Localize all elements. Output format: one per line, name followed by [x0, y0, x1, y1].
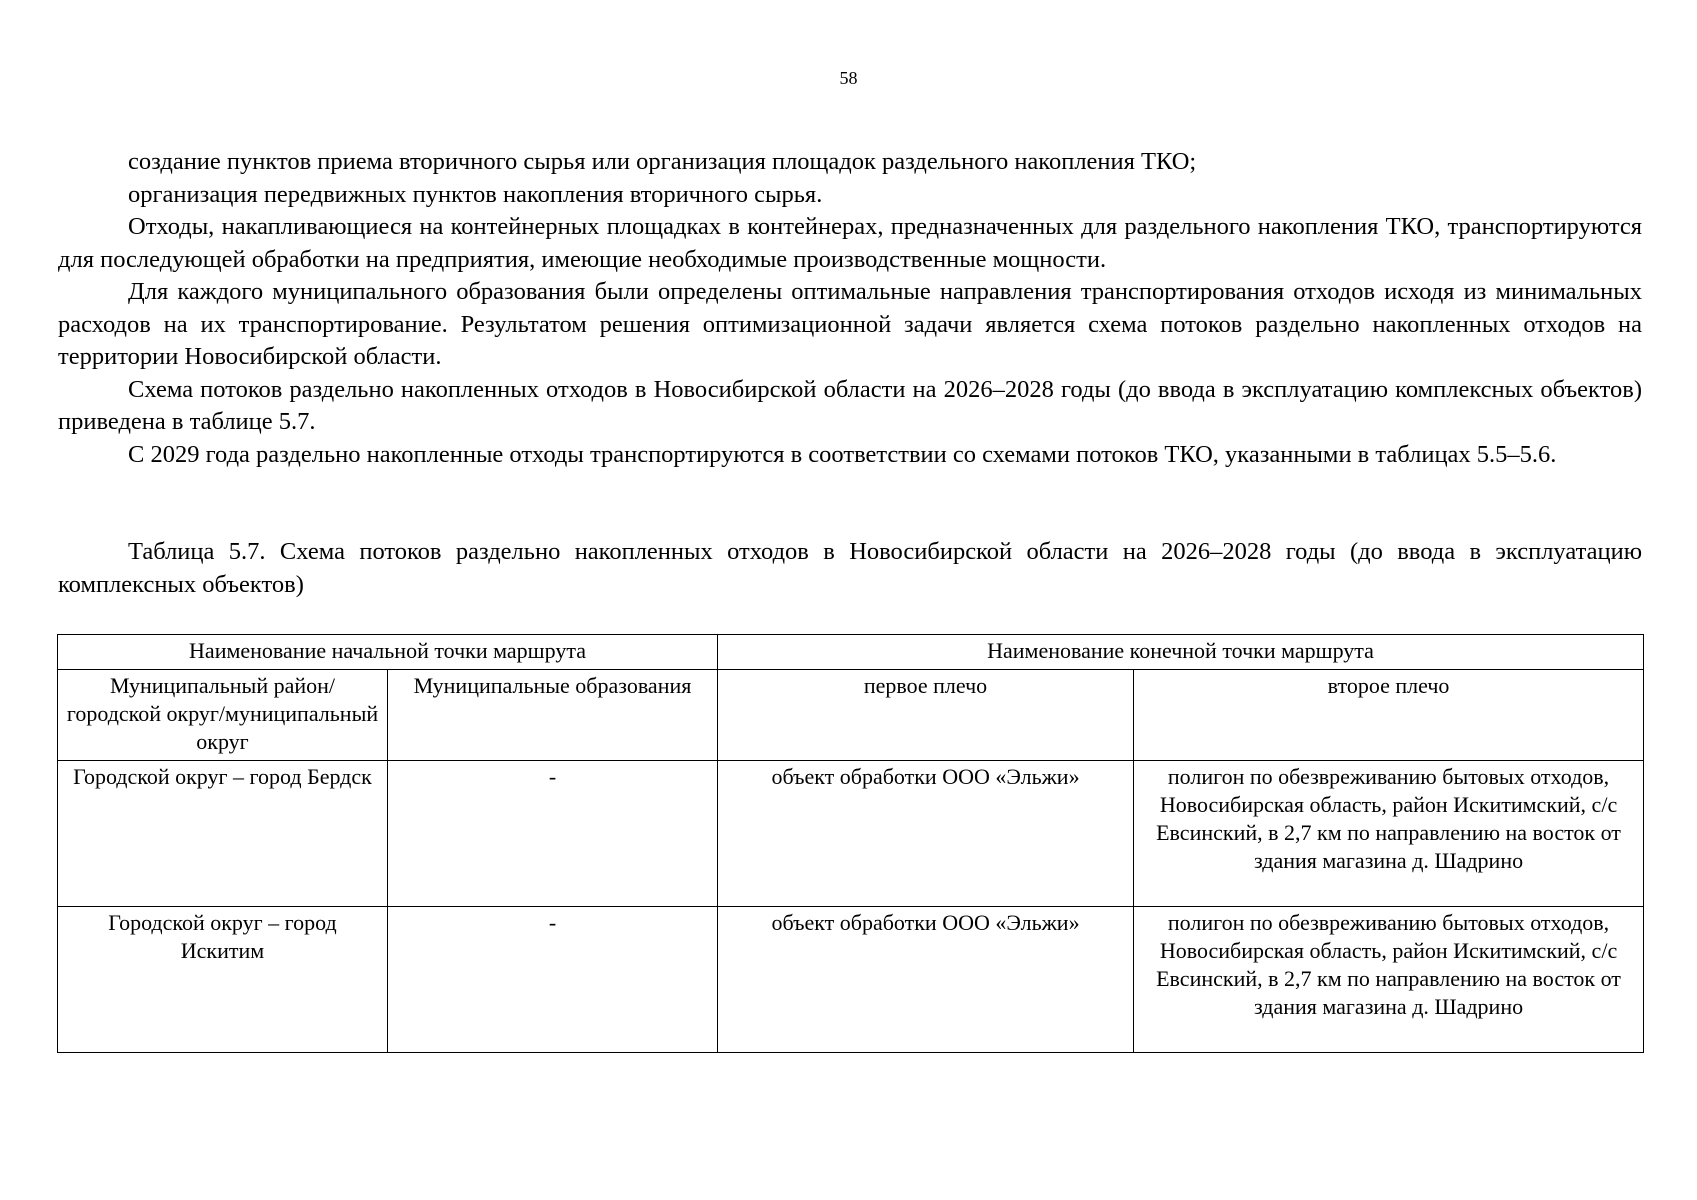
page-number: 58 — [839, 68, 858, 88]
paragraph-waste-transport: Отходы, накапливающиеся на контейнерных площадках в контейнерах, предназначенных для раздельного накопления ТКО, транспортируются для последующей обработки на предприятия, имеющие необходимые производственные мощности. — [58, 213, 1642, 273]
cell-second-leg: полигон по обезвреживанию бытовых отходов, Новосибирская область, район Искитимский, с/с Евсинский, в 2,7 км по направлению на восток от здания магазина д. Шадрино — [1134, 761, 1644, 907]
paragraph-flow-scheme-reference: Схема потоков раздельно накопленных отходов в Новосибирской области на 2026–2028 годы (до ввода в эксплуатацию комплексных объектов) приведена в таблице 5.7. — [58, 375, 1642, 435]
header-district: Муниципальный район/городской округ/муниципальный округ — [58, 670, 388, 761]
table-row — [58, 761, 1644, 907]
cell-district: Городской округ – город Бердск — [58, 761, 388, 907]
cell-municipalities: - — [388, 761, 718, 907]
header-start-point: Наименование начальной точки маршрута — [58, 635, 718, 670]
paragraph-mobile-collection-points: организация передвижных пунктов накопления вторичного сырья. — [128, 180, 823, 208]
route-table — [57, 634, 1644, 1053]
table-caption: Таблица 5.7. Схема потоков раздельно накопленных отходов в Новосибирской области на 2026–2028 годы (до ввода в эксплуатацию комплексных объектов) — [58, 538, 1642, 598]
table-group-header-row — [58, 635, 1644, 670]
table-column-header-row — [58, 670, 1644, 761]
cell-first-leg: объект обработки ООО «Эльжи» — [718, 761, 1134, 907]
header-municipalities: Муниципальные образования — [388, 670, 718, 761]
cell-first-leg: объект обработки ООО «Эльжи» — [718, 907, 1134, 1053]
paragraph-from-2029: С 2029 года раздельно накопленные отходы транспортируются в соответствии со схемами потоков ТКО, указанными в таблицах 5.5–5.6. — [128, 440, 1557, 468]
paragraph-separate-collection-points: создание пунктов приема вторичного сырья или организация площадок раздельного накопления ТКО; — [128, 148, 1197, 175]
header-end-point: Наименование конечной точки маршрута — [718, 635, 1644, 670]
table-row — [58, 907, 1644, 1053]
body-text — [58, 146, 1642, 471]
cell-second-leg: полигон по обезвреживанию бытовых отходов, Новосибирская область, район Искитимский, с/с Евсинский, в 2,7 км по направлению на восток от здания магазина д. Шадрино — [1134, 907, 1644, 1053]
cell-municipalities: - — [388, 907, 718, 1053]
cell-district: Городской округ – город Искитим — [58, 907, 388, 1053]
paragraph-optimal-directions: Для каждого муниципального образования были определены оптимальные направления транспортирования отходов исходя из минимальных расходов на их транспортирование. Результатом решения оптимизационной задачи является схема потоков раздельно накопленных отходов на территории Новосибирской области. — [58, 278, 1642, 370]
header-first-leg: первое плечо — [718, 670, 1134, 761]
header-second-leg: второе плечо — [1134, 670, 1644, 761]
